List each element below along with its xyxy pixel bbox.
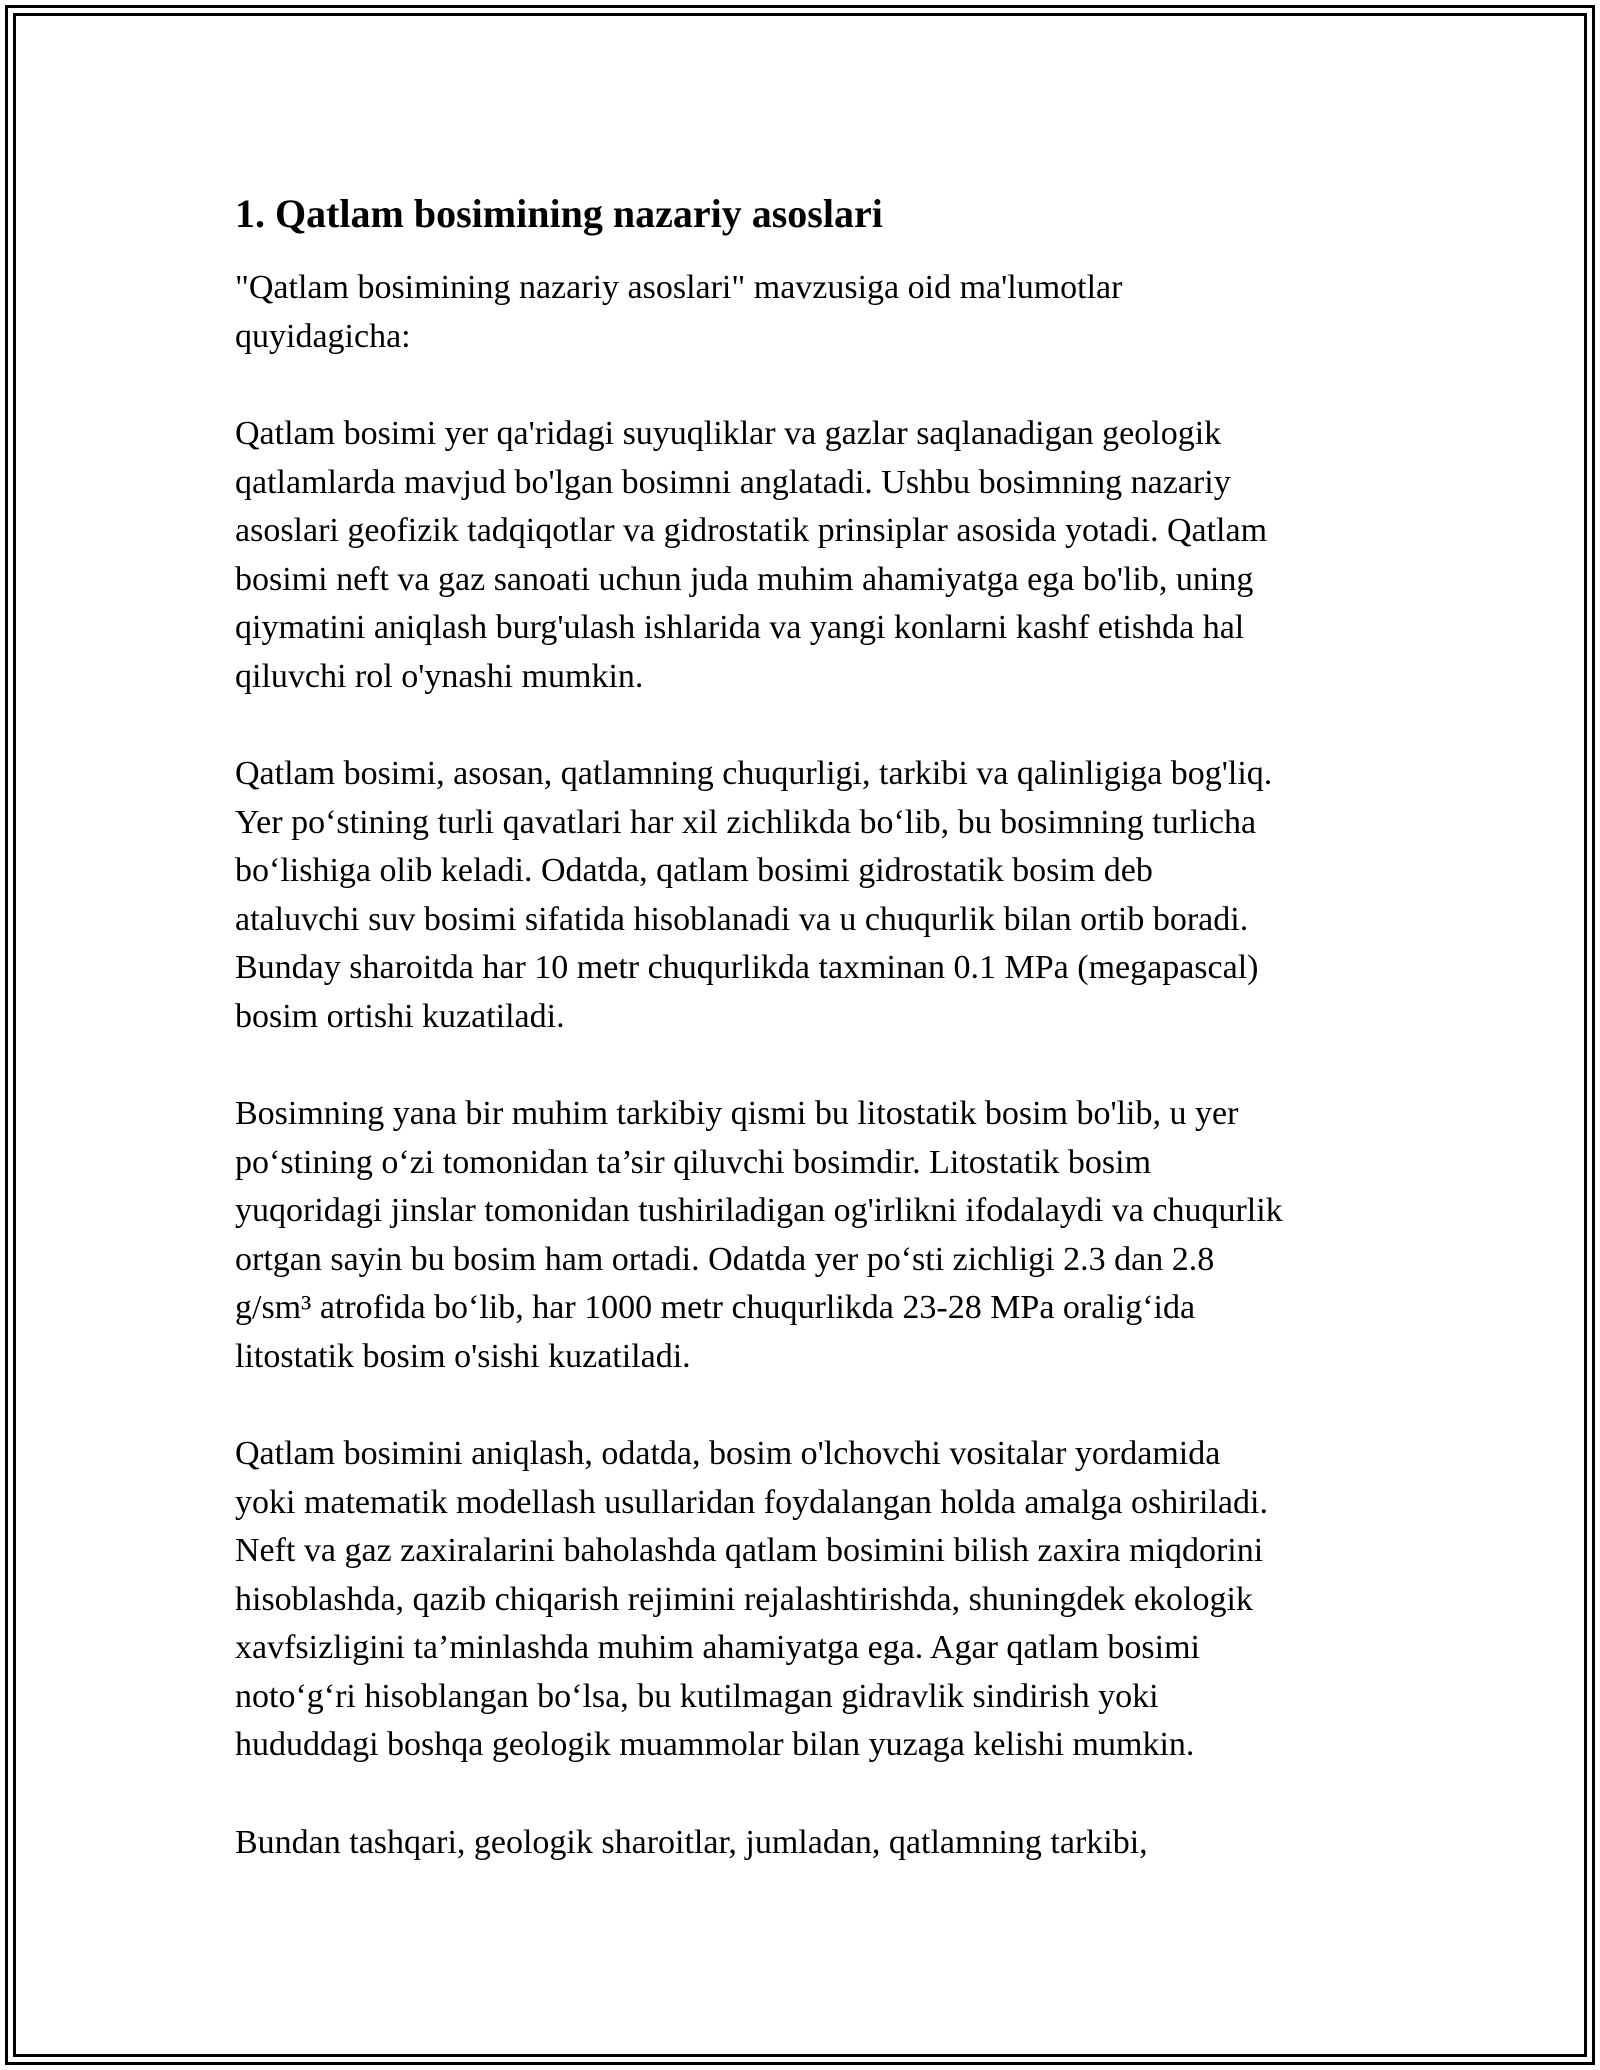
paragraph-definition: Qatlam bosimi yer qa'ridagi suyuqliklar va gazlar saqlanadigan geologik qatlamlarda mavjud bo'lgan bosimni anglatadi. Ushbu bosimning nazariy asoslari geofizik tadqiqotlar va gidrostatik prinsiplar asosida yotadi. Qatlam bosimi neft va gaz sanoati uchun juda muhim ahamiyatga ega bo'lib, uning qiymatini aniqlash burg'ulash ishlarida va yangi konlarni kashf etishda hal qiluvchi rol o'ynashi mumkin. — [235, 415, 1268, 695]
paragraph-measurement: Qatlam bosimini aniqlash, odatda, bosim o'lchovchi vositalar yordamida yoki matematik modellash usullaridan foydalangan holda amalga oshiriladi. Neft va gaz zaxiralarini baholashda qatlam bosimini bilish zaxira miqdorini hisoblashda, qazib chiqarish rejimini rejalashtirishda, shuningdek ekologik xavfsizligini ta’minlashda muhim ahamiyatga ega. Agar qatlam bosimi noto‘g‘ri hisoblangan bo‘lsa, bu kutilmagan gidravlik sindirish yoki hududdagi boshqa geologik muammolar bilan yuzaga kelishi mumkin. — [235, 1435, 1268, 1763]
paragraph-lithostatic: Bosimning yana bir muhim tarkibiy qismi bu litostatik bosim bo'lib, u yer po‘stining o‘zi tomonidan ta’sir qiluvchi bosimdir. Litostatik bosim yuqoridagi jinslar tomonidan tushiriladigan og'irlikni ifodalaydi va chuqurlik ortgan sayin bu bosim ham ortadi. Odatda yer po‘sti zichligi 2.3 dan 2.8 g/sm³ atrofida bo‘lib, har 1000 metr chuqurlikda 23-28 MPa oralig‘ida litostatik bosim o'sishi kuzatiladi. — [235, 1095, 1283, 1375]
paragraph-hydrostatic: Qatlam bosimi, asosan, qatlamning chuqurligi, tarkibi va qalinligiga bog'liq. Yer po‘stining turli qavatlari har xil zichlikda bo‘lib, bu bosimning turlicha bo‘lishiga olib keladi. Odatda, qatlam bosimi gidrostatik bosim deb ataluvchi suv bosimi sifatida hisoblanadi va u chuqurlik bilan ortib boradi. Bunday sharoitda har 10 metr chuqurlikda taxminan 0.1 MPa (megapascal) bosim ortishi kuzatiladi. — [235, 755, 1273, 1035]
paragraph-intro: "Qatlam bosimining nazariy asoslari" mavzusiga oid ma'lumotlar quyidagicha: — [235, 269, 1123, 355]
paragraph-continuation: Bundan tashqari, geologik sharoitlar, jumladan, qatlamning tarkibi, — [235, 1823, 1148, 1861]
document-body — [235, 186, 1375, 1916]
section-heading: 1. Qatlam bosimining nazariy asoslari — [235, 191, 883, 236]
